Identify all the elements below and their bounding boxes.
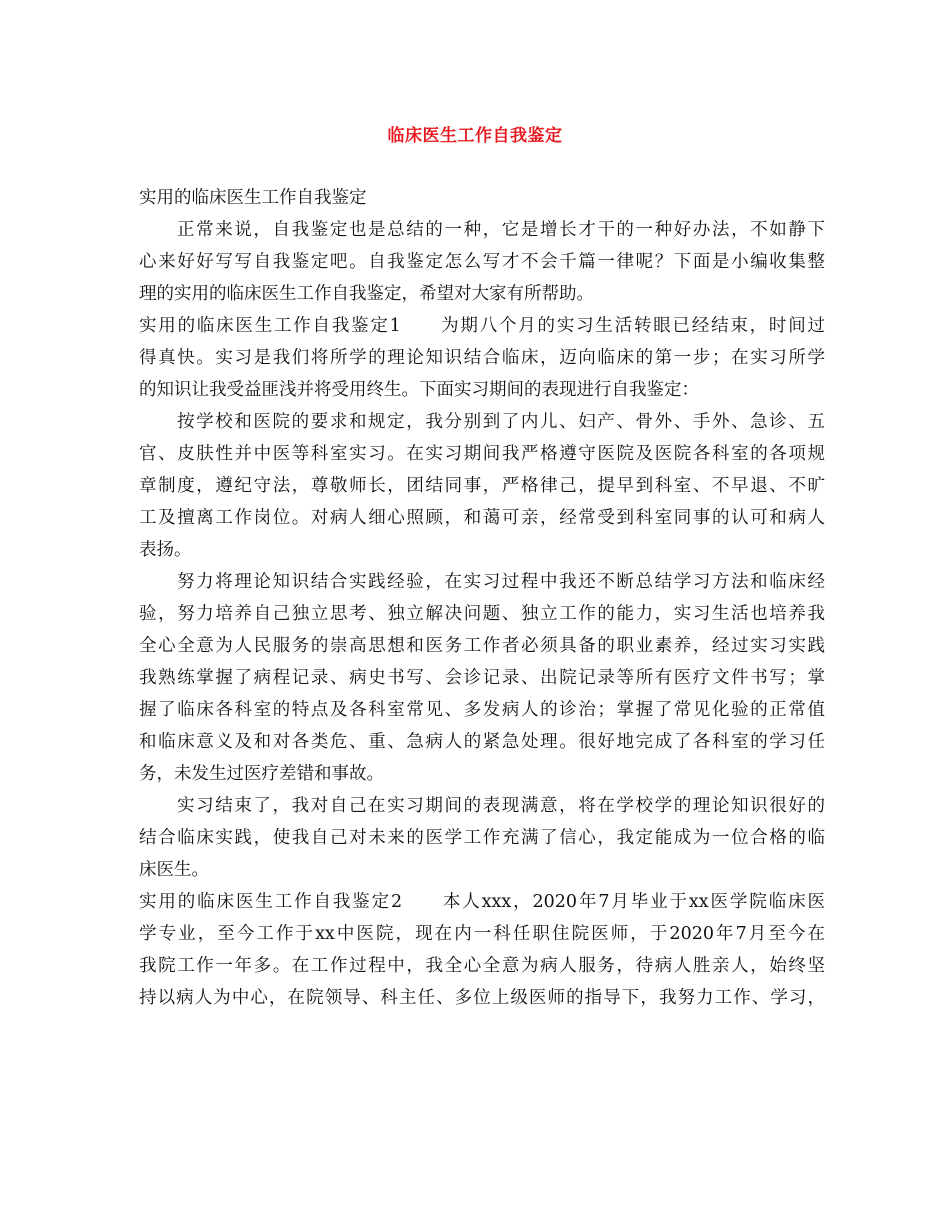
text-line: 工及擅离工作岗位。对病人细心照顾，和蔼可亲，经常受到科室同事的认可和病人 bbox=[139, 508, 825, 528]
text-line: 的知识让我受益匪浅并将受用终生。下面实习期间的表现进行自我鉴定： bbox=[139, 380, 699, 400]
text-line: 持以病人为中心，在院领导、科主任、多位上级医师的指导下，我努力工作、学习， bbox=[139, 988, 825, 1008]
text-line: 心来好好写写自我鉴定吧。自我鉴定怎么写才不会千篇一律呢？下面是小编收集整 bbox=[139, 252, 825, 272]
text-line: 官、皮肤性并中医等科室实习。在实习期间我严格遵守医院及医院各科室的各项规 bbox=[139, 444, 825, 464]
text-line: 和临床意义及和对各类危、重、急病人的紧急处理。很好地完成了各科室的学习任 bbox=[139, 732, 825, 752]
text-line: 实用的临床医生工作自我鉴定2 本人xxx，2020年7月毕业于xx医学院临床医 bbox=[139, 892, 825, 912]
text-line: 得真快。实习是我们将所学的理论知识结合临床，迈向临床的第一步；在实习所学 bbox=[139, 348, 825, 368]
text-line: 结合临床实践，使我自己对未来的医学工作充满了信心，我定能成为一位合格的临 bbox=[139, 828, 825, 848]
text-line: 学专业，至今工作于xx中医院，现在内一科任职住院医师，于2020年7月至今在 bbox=[139, 924, 825, 944]
text-line: 实习结束了，我对自己在实习期间的表现满意，将在学校学的理论知识很好的 bbox=[177, 796, 825, 816]
text-line: 床医生。 bbox=[139, 860, 209, 880]
text-line: 全心全意为人民服务的崇高思想和医务工作者必须具备的职业素养，经过实习实践 bbox=[139, 636, 825, 656]
text-line: 正常来说，自我鉴定也是总结的一种，它是增长才干的一种好办法，不如静下 bbox=[177, 220, 825, 240]
text-line: 努力将理论知识结合实践经验，在实习过程中我还不断总结学习方法和临床经 bbox=[177, 572, 825, 592]
text-line: 章制度，遵纪守法，尊敬师长，团结同事，严格律己，提早到科室、不早退、不旷 bbox=[139, 476, 825, 496]
document-title: 临床医生工作自我鉴定 bbox=[387, 126, 563, 146]
document-body bbox=[139, 182, 825, 1014]
text-line: 实用的临床医生工作自我鉴定 bbox=[139, 188, 367, 208]
text-line: 我熟练掌握了病程记录、病史书写、会诊记录、出院记录等所有医疗文件书写；掌 bbox=[139, 668, 825, 688]
text-line: 理的实用的临床医生工作自我鉴定，希望对大家有所帮助。 bbox=[139, 284, 594, 304]
text-line: 按学校和医院的要求和规定，我分别到了内儿、妇产、骨外、手外、急诊、五 bbox=[177, 412, 825, 432]
text-line: 我院工作一年多。在工作过程中，我全心全意为病人服务，待病人胜亲人，始终坚 bbox=[139, 956, 825, 976]
text-line: 实用的临床医生工作自我鉴定1 为期八个月的实习生活转眼已经结束，时间过 bbox=[139, 316, 825, 336]
text-line: 表扬。 bbox=[139, 540, 192, 560]
text-line: 验，努力培养自己独立思考、独立解决问题、独立工作的能力，实习生活也培养我 bbox=[139, 604, 825, 624]
text-line: 务，未发生过医疗差错和事故。 bbox=[139, 764, 384, 784]
text-line: 握了临床各科室的特点及各科室常见、多发病人的诊治；掌握了常见化验的正常值 bbox=[139, 700, 825, 720]
